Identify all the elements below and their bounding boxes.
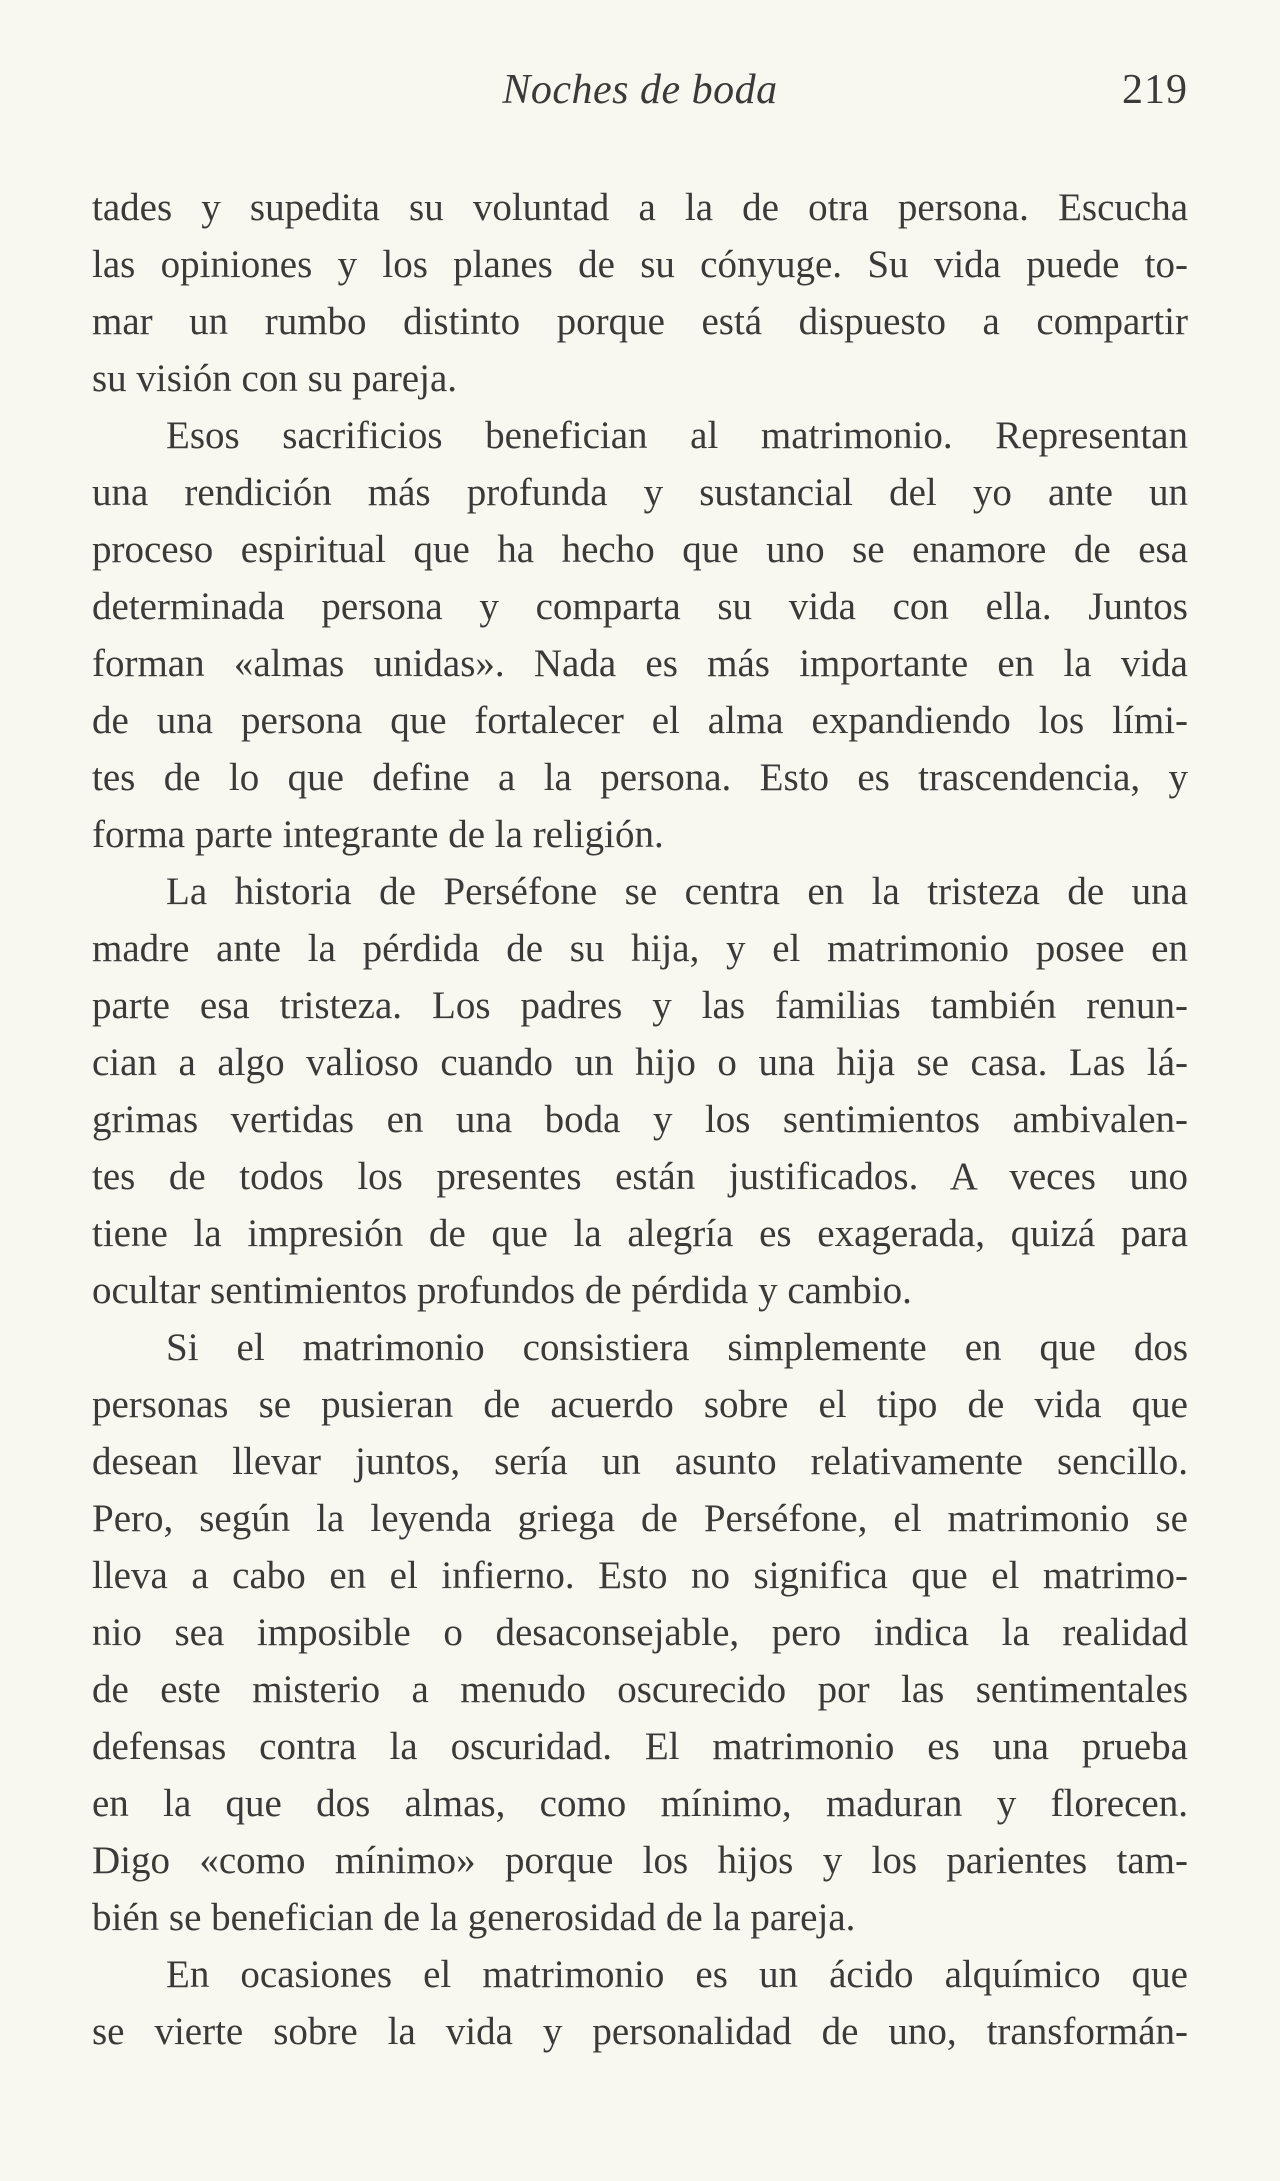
paragraph [92, 407, 1188, 863]
text-line: tes de todos los presentes están justificados. A veces uno [92, 1155, 1188, 1198]
text-line: su visión con su pareja. [92, 357, 458, 400]
text-line: en la que dos almas, como mínimo, maduran y florecen. [92, 1782, 1188, 1825]
text-line: forma parte integrante de la religión. [92, 813, 664, 856]
text-line: se vierte sobre la vida y personalidad de uno, transformán- [92, 2010, 1188, 2053]
text-line: madre ante la pérdida de su hija, y el matrimonio posee en [92, 927, 1188, 970]
text-line: forman «almas unidas». Nada es más importante en la vida [92, 642, 1188, 685]
text-line: determinada persona y comparta su vida con ella. Juntos [92, 585, 1188, 628]
text-line: grimas vertidas en una boda y los sentimientos ambivalen- [92, 1098, 1188, 1141]
text-line: lleva a cabo en el infierno. Esto no significa que el matrimo- [92, 1554, 1188, 1597]
text-line: proceso espiritual que ha hecho que uno se enamore de esa [92, 528, 1188, 571]
text-line: Esos sacrificios benefician al matrimonio. Representan [166, 414, 1188, 457]
paragraph [92, 1319, 1188, 1946]
text-line: desean llevar juntos, sería un asunto relativamente sencillo. [92, 1440, 1188, 1483]
text-line: mar un rumbo distinto porque está dispuesto a compartir [92, 300, 1188, 343]
text-line: Digo «como mínimo» porque los hijos y los parientes tam- [92, 1839, 1188, 1882]
paragraph [92, 1946, 1188, 2060]
text-line: las opiniones y los planes de su cónyuge. Su vida puede to- [92, 243, 1188, 286]
text-line: personas se pusieran de acuerdo sobre el tipo de vida que [92, 1383, 1188, 1426]
text-line: En ocasiones el matrimonio es un ácido alquímico que [166, 1953, 1188, 1996]
text-line: tes de lo que define a la persona. Esto es trascendencia, y [92, 756, 1188, 799]
page-number: 219 [1122, 67, 1188, 113]
paragraph [92, 179, 1188, 407]
text-line: de este misterio a menudo oscurecido por las sentimentales [92, 1668, 1188, 1711]
body-text [92, 179, 1188, 2060]
running-head [92, 62, 1188, 118]
text-line: de una persona que fortalecer el alma expandiendo los lími- [92, 699, 1188, 742]
running-title: Noches de boda [502, 67, 778, 113]
text-line: tades y supedita su voluntad a la de otra persona. Escucha [92, 186, 1188, 229]
text-line: bién se benefician de la generosidad de la pareja. [92, 1896, 856, 1939]
text-line: cian a algo valioso cuando un hijo o una hija se casa. Las lá- [92, 1041, 1188, 1084]
text-line: Pero, según la leyenda griega de Perséfone, el matrimonio se [92, 1497, 1188, 1540]
paragraph [92, 863, 1188, 1319]
text-line: parte esa tristeza. Los padres y las familias también renun- [92, 984, 1188, 1027]
text-line: La historia de Perséfone se centra en la tristeza de una [166, 870, 1188, 913]
text-line: ocultar sentimientos profundos de pérdida y cambio. [92, 1269, 912, 1312]
text-line: Si el matrimonio consistiera simplemente en que dos [166, 1326, 1188, 1369]
text-line: tiene la impresión de que la alegría es exagerada, quizá para [92, 1212, 1188, 1255]
text-line: una rendición más profunda y sustancial del yo ante un [92, 471, 1188, 514]
text-line: nio sea imposible o desaconsejable, pero indica la realidad [92, 1611, 1188, 1654]
text-line: defensas contra la oscuridad. El matrimonio es una prueba [92, 1725, 1188, 1768]
